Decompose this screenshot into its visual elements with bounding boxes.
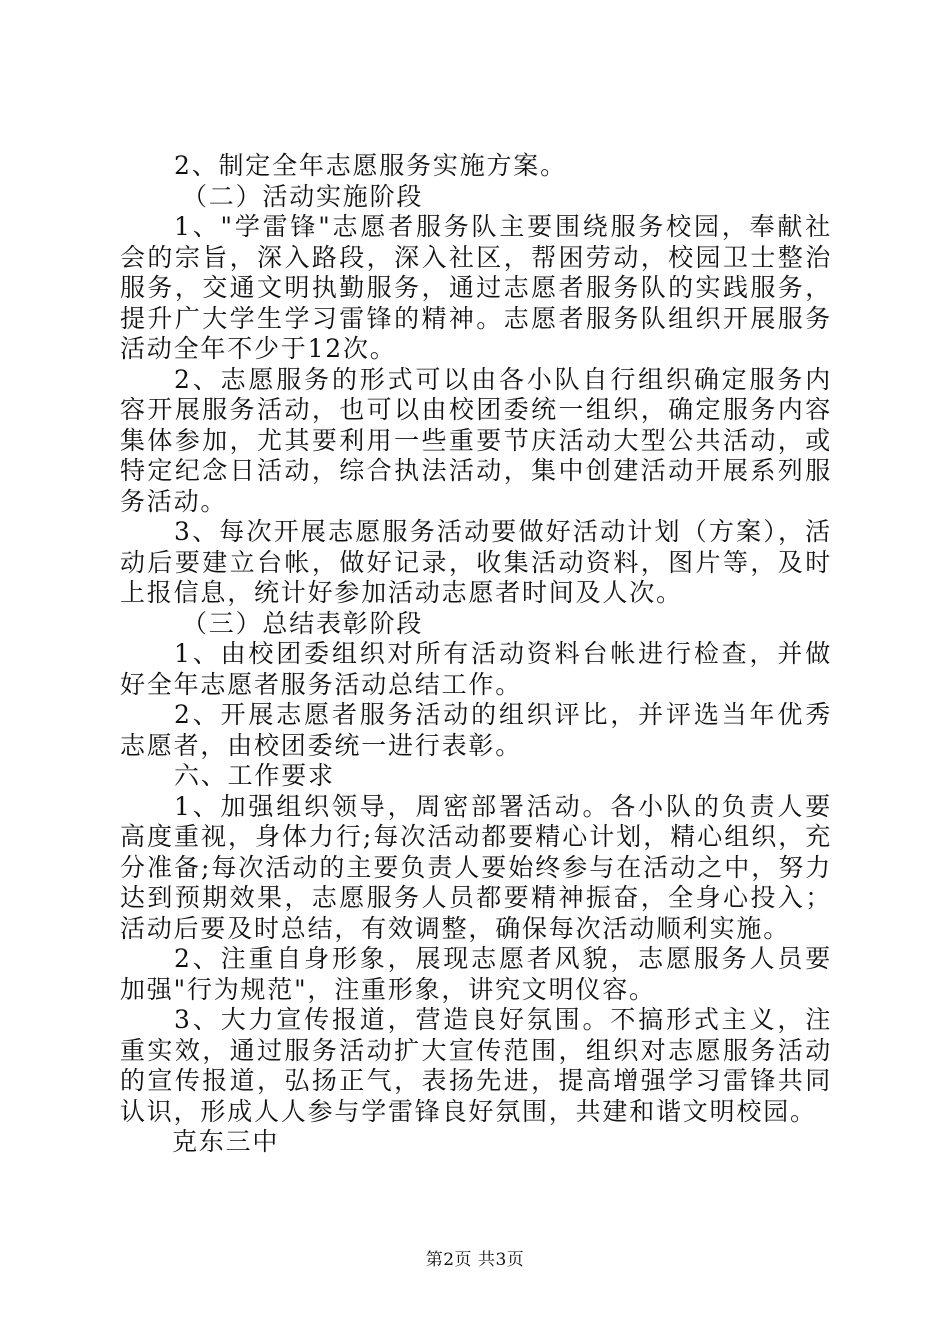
paragraph-review: 1、由校团委组织对所有活动资料台帐进行检查，并做好全年志愿者服务活动总结工作。 <box>120 639 832 699</box>
paragraph-evaluation: 2、开展志愿者服务活动的组织评比，并评选当年优秀志愿者，由校团委统一进行表彰。 <box>120 700 832 760</box>
paragraph-service-form: 2、志愿服务的形式可以由各小队自行组织确定服务内容开展服务活动，也可以由校团委统一组织，确定服务内容集体参加，尤其要利用一些重要节庆活动大型公共活动，或特定纪念日活动，综合执法活动，集中创建活动开展系列服务活动。 <box>120 364 832 516</box>
paragraph-plan: 2、制定全年志愿服务实施方案。 <box>174 151 567 180</box>
section-heading-implementation: （二）活动实施阶段 <box>182 181 424 211</box>
section-heading-summary: （三）总结表彰阶段 <box>182 608 424 638</box>
page-number-footer: 第2页 共3页 <box>425 1250 525 1270</box>
paragraph-image: 2、注重自身形象，展现志愿者风貌，志愿服务人员要加强"行为规范"，注重形象，讲究文明仪容。 <box>120 944 832 1004</box>
document-body <box>120 151 832 1158</box>
signature-school-name: 克东三中 <box>172 1127 280 1156</box>
paragraph-activity-plan: 3、每次开展志愿服务活动要做好活动计划（方案），活动后要建立台帐，做好记录，收集活动资料，图片等，及时上报信息，统计好参加活动志愿者时间及人次。 <box>120 517 832 607</box>
paragraph-publicity: 3、大力宣传报道，营造良好氛围。不搞形式主义，注重实效，通过服务活动扩大宣传范围，组织对志愿服务活动的宣传报道，弘扬正气，表扬先进，提高增强学习雷锋共同认识，形成人人参与学雷锋良好氛围，共建和谐文明校园。 <box>120 1005 832 1126</box>
section-heading-requirements: 六、工作要求 <box>174 761 335 790</box>
paragraph-leadership: 1、加强组织领导，周密部署活动。各小队的负责人要高度重视，身体力行;每次活动都要精心计划，精心组织，充分准备;每次活动的主要负责人要始终参与在活动之中，努力达到预期效果，志愿服务人员都要精神振奋，全身心投入；活动后要及时总结，有效调整，确保每次活动顺利实施。 <box>120 791 832 943</box>
paragraph-team-service: 1、"学雷锋"志愿者服务队主要围绕服务校园，奉献社会的宗旨，深入路段，深入社区，帮困劳动，校园卫士整治服务，交通文明执勤服务，通过志愿者服务队的实践服务，提升广大学生学习雷锋的精神。志愿者服务队组织开展服务活动全年不少于12次。 <box>120 212 832 363</box>
